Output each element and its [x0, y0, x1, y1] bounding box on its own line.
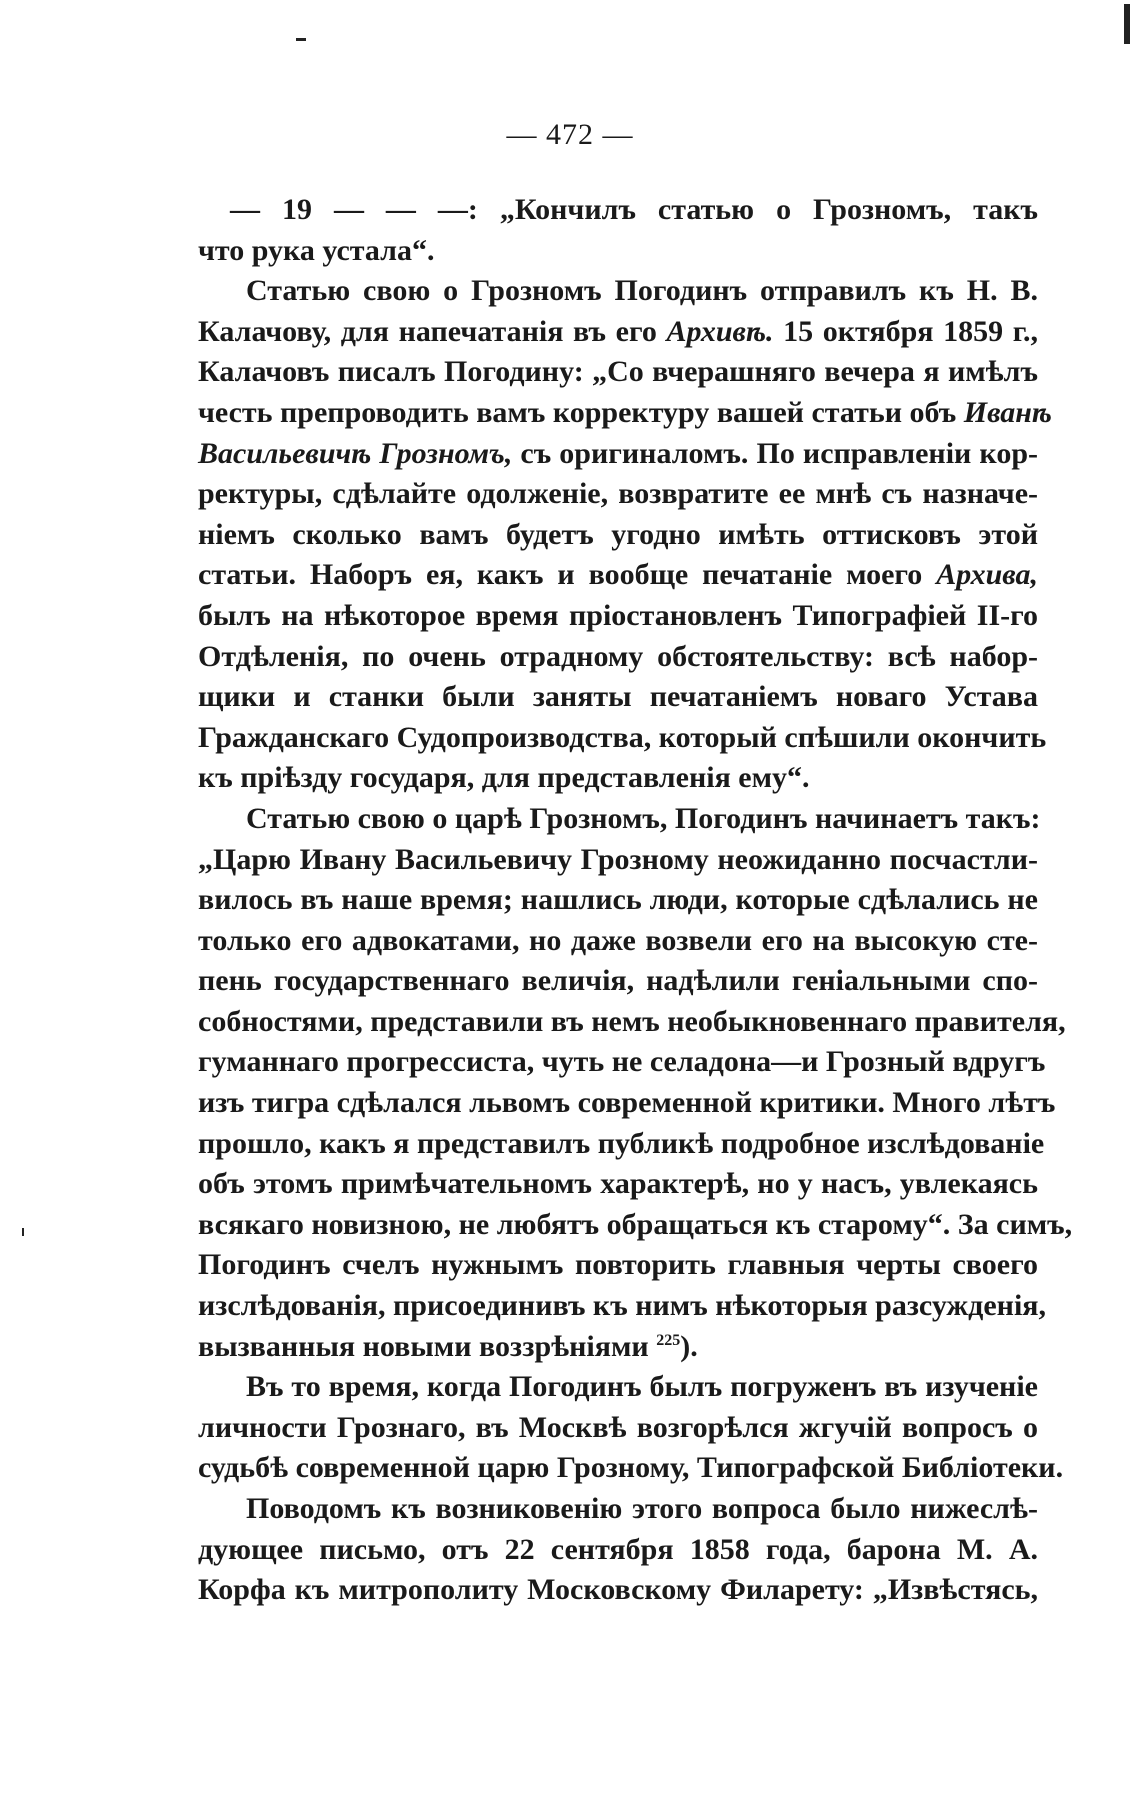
text-fragment: Калачову, для напечатанія въ его: [198, 314, 667, 348]
text-line: объ этомъ примѣчательномъ характерѣ, но у насъ, увлекаясь: [198, 1167, 1038, 1201]
text-line: изслѣдованія, присоединивъ къ нимъ нѣкоторыя разсужденія,: [198, 1289, 1047, 1323]
text-line: дующее письмо, отъ 22 сентября 1858 года, барона М. А.: [198, 1532, 1038, 1566]
text-fragment: честь препроводить вамъ корректуру вашей статьи объ: [198, 395, 964, 429]
text-line: Въ то время, когда Погодинъ былъ погруженъ въ изученіе: [246, 1370, 1038, 1404]
text-line: [198, 555, 1038, 596]
page-number: — 472 —: [506, 118, 634, 151]
scan-mark-top-left: [296, 38, 306, 41]
text-line: личности Грознаго, въ Москвѣ возгорѣлся жгучій вопросъ о: [198, 1410, 1038, 1444]
text-line: вилось въ наше время; нашлись люди, которые сдѣлались не: [198, 883, 1038, 917]
text-line: Поводомъ къ возниковенію этого вопроса было нижеслѣ-: [246, 1492, 1038, 1525]
italic-title: Васильевичѣ Грозномъ,: [198, 436, 513, 470]
text-fragment: статьи. Наборъ ея, какъ и вообще печатаніе моего: [198, 558, 937, 592]
text-line: Статью свою о Грозномъ Погодинъ отправилъ къ Н. В.: [246, 274, 1038, 308]
text-line: [198, 1327, 1038, 1368]
text-line: прошло, какъ я представилъ публикѣ подробное изслѣдованіе: [198, 1126, 1045, 1160]
italic-title: Иванѣ: [963, 395, 1052, 429]
text-line: Отдѣленія, по очень отрадному обстоятельству: всѣ набор-: [198, 639, 1038, 673]
text-line: щики и станки были заняты печатаніемъ новаго Устава: [198, 680, 1038, 714]
text-line: ніемъ сколько вамъ будетъ угодно имѣть оттисковъ этой: [198, 517, 1038, 551]
italic-title: Архивѣ.: [666, 314, 774, 348]
text-line: Статью свою о царѣ Грозномъ, Погодинъ начинаетъ такъ:: [246, 801, 1041, 835]
text-line: судьбѣ современной царю Грозному, Типографской Библіотеки.: [198, 1451, 1064, 1485]
text-fragment: ).: [680, 1329, 698, 1363]
text-line: Погодинъ счелъ нужнымъ повторить главныя черты своего: [198, 1248, 1038, 1282]
text-line: былъ на нѣкоторое время пріостановленъ Типографіей II-го: [198, 598, 1038, 632]
text-line: изъ тигра сдѣлался львомъ современной критики. Много лѣтъ: [198, 1086, 1056, 1120]
text-fragment: 15 октября 1859 г.,: [773, 314, 1038, 348]
italic-title: Архива,: [936, 558, 1038, 592]
text-line: только его адвокатами, но даже возвели его на высокую сте-: [198, 923, 1038, 957]
text-fragment: съ оригиналомъ. По исправленіи кор-: [512, 436, 1038, 470]
text-line: собностями, представили въ немъ необыкновеннаго правителя,: [198, 1004, 1066, 1038]
text-line: [198, 434, 1038, 475]
text-line: ректуры, сдѣлайте одолженіе, возвратите ее мнѣ съ назначе-: [198, 477, 1038, 511]
text-line: Корфа къ митрополиту Московскому Филарету: „Извѣстясь,: [198, 1573, 1038, 1607]
text-line: что рука устала“.: [198, 233, 435, 267]
footnote-ref: 225: [656, 1331, 681, 1349]
text-line: „Царю Ивану Васильевичу Грозному неожиданно посчастли-: [198, 842, 1038, 876]
text-line: [198, 312, 1038, 353]
scan-mark-top-right: [1124, 4, 1130, 44]
text-fragment: вызванныя новыми воззрѣніями: [198, 1329, 657, 1363]
text-line: Гражданскаго Судопроизводства, который спѣшили окончить: [198, 720, 1047, 754]
main-text: [198, 190, 1073, 1611]
text-line: пень государственнаго величія, надѣлили геніальными спо-: [198, 964, 1038, 998]
text-line: [198, 393, 1052, 434]
text-line: — 19 — — —: „Кончилъ статью о Грозномъ, такъ: [230, 193, 1038, 226]
text-line: всякаго новизною, не любятъ обращаться къ старому“. За симъ,: [198, 1207, 1073, 1241]
text-line: къ пріѣзду государя, для представленія ему“.: [198, 761, 810, 795]
text-line: гуманнаго прогрессиста, чуть не селадона—и Грозный вдругъ: [198, 1045, 1046, 1079]
text-line: Калачовъ писалъ Погодину: „Со вчерашняго вечера я имѣлъ: [198, 355, 1038, 389]
scan-mark-left: [22, 1228, 24, 1236]
